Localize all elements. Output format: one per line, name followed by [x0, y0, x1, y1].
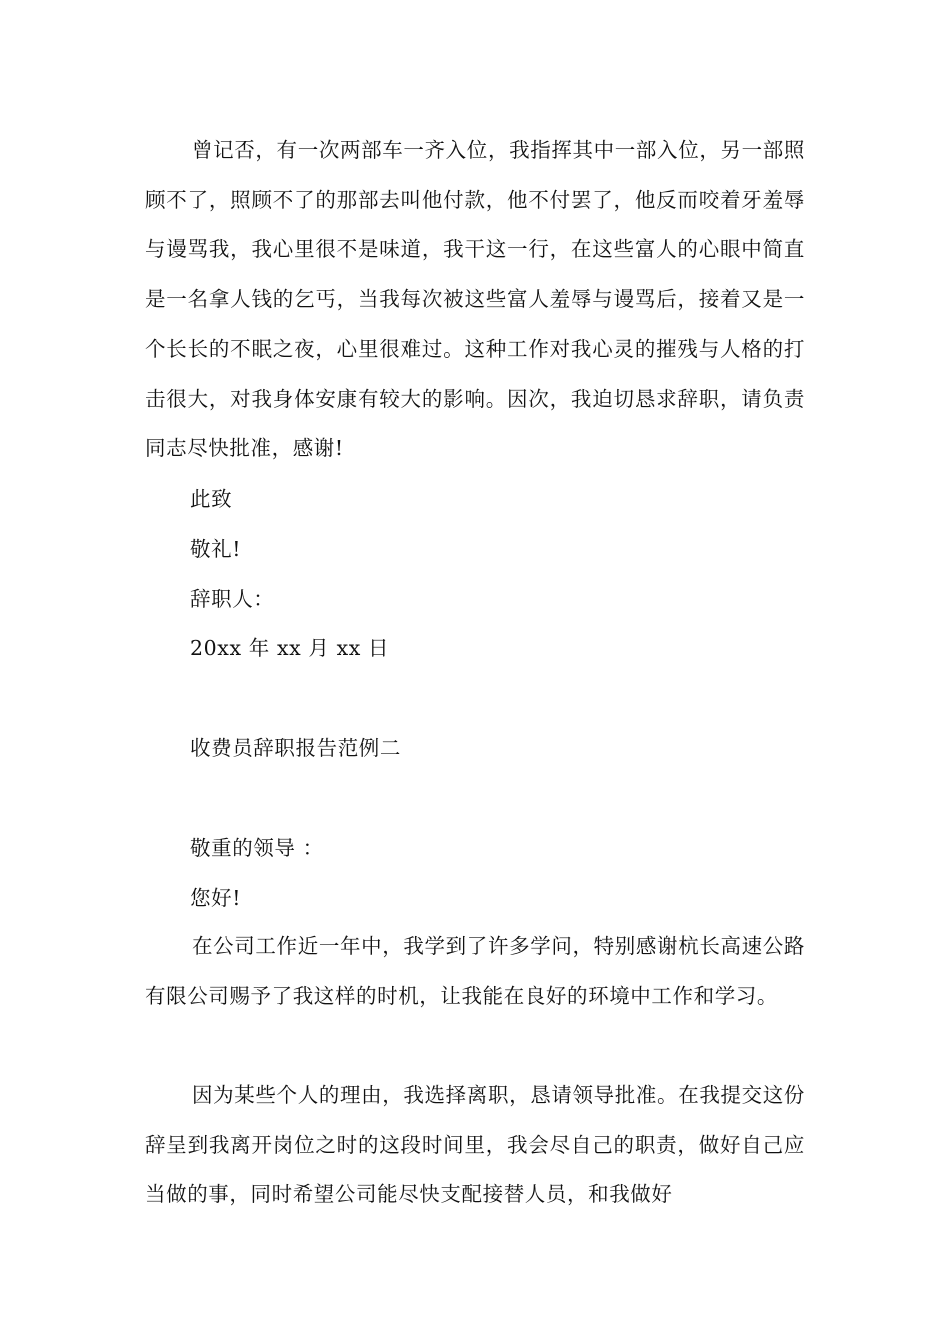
- paragraph-resignation-reason: 曾记否，有一次两部车一齐入位，我指挥其中一部入位，另一部照顾不了，照顾不了的那部去叫他付款，他不付罢了，他反而咬着牙羞辱与谩骂我，我心里很不是味道，我干这一行，在这些富人的心眼中简直是一名拿人钱的乞丐，当我每次被这些富人羞辱与谩骂后，接着又是一个长长的不眠之夜，心里很难过。这种工作对我心灵的摧残与人格的打击很大，对我身体安康有较大的影响。因次，我迫切恳求辞职，请负责同志尽快批准，感谢!: [145, 138, 805, 461]
- section-title: 收费员辞职报告范例二: [190, 736, 401, 760]
- salutation: 敬重的领导 ：: [190, 836, 324, 860]
- paragraph-gratitude: 在公司工作近一年中，我学到了许多学问，特别感谢杭长高速公路有限公司赐予了我这样的时机，让我能在良好的环境中工作和学习。: [145, 934, 805, 1008]
- signer-label: 辞职人：: [190, 587, 275, 611]
- date-line: 20xx 年 xx 月 xx 日: [190, 636, 390, 660]
- greeting: 您好!: [190, 886, 242, 910]
- closing-line-1: 此致: [190, 487, 233, 511]
- closing-line-2: 敬礼!: [190, 537, 242, 561]
- paragraph-resignation-request: 因为某些个人的理由，我选择离职，恳请领导批准。在我提交这份辞呈到我离开岗位之时的这段时间里，我会尽自己的职责，做好自己应当做的事，同时希望公司能尽快支配接替人员，和我做好: [145, 1083, 805, 1207]
